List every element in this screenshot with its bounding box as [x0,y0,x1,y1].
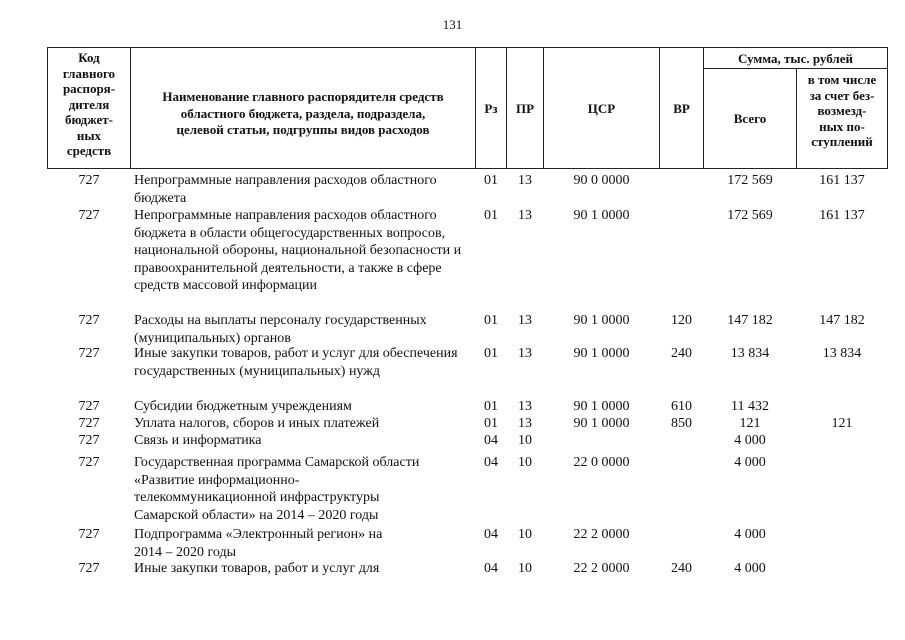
row-name: Уплата налогов, сборов и иных платежей [134,416,380,431]
row-name: Непрограммные направления расходов областного бюджета [134,173,437,206]
row-code: 727 [78,455,100,470]
row-name: Иные закупки товаров, работ и услуг для [134,561,380,576]
row-rz: 01 [484,416,498,431]
row-code: 727 [78,561,100,576]
row-rz: 01 [484,346,498,361]
header-sum-group-label: Сумма, тыс. рублей [738,51,853,66]
row-csr: 22 2 0000 [573,561,630,576]
row-code: 727 [78,346,100,361]
row-incl: 13 834 [822,346,862,361]
row-vr: 240 [671,561,692,576]
row-vr: 240 [671,346,692,361]
row-rz: 04 [484,527,498,542]
row-pr: 10 [518,527,532,542]
row-incl: 147 182 [819,313,865,328]
row-rz: 01 [484,399,498,414]
page-number: 131 [442,17,463,32]
row-name: Связь и информатика [134,433,262,448]
row-csr: 22 2 0000 [573,527,630,542]
row-vr: 610 [671,399,692,414]
row-code: 727 [78,173,100,188]
row-incl: 121 [831,416,853,431]
row-name: Субсидии бюджетным учреждениям [134,399,352,414]
row-name: Непрограммные направления расходов областного бюджета в области общегосударственных вопросов, национальной обороны, национальной безопасности и правоохранительной деятельности, а также в сфере средств массовой информации [134,208,462,293]
row-incl: 161 137 [819,173,865,188]
row-total: 4 000 [734,455,766,470]
header-rz-label: Рз [484,101,498,116]
row-name: Государственная программа Самарской области «Развитие информационно-телекоммуникационной инфраструктуры Самарской области» на 2014 – 2020 годы [134,455,420,523]
row-code: 727 [78,433,100,448]
header-csr-label: ЦСР [587,101,616,116]
header-code-label: Код главного распоря- дителя бюджет- ных средств [62,50,116,158]
row-rz: 04 [484,455,498,470]
row-code: 727 [78,399,100,414]
row-name: Подпрограмма «Электронный регион» на 2014 – 2020 годы [134,527,383,560]
row-vr: 850 [671,416,692,431]
row-total: 11 432 [731,399,769,414]
row-rz: 04 [484,433,498,448]
row-pr: 10 [518,561,532,576]
row-total: 13 834 [730,346,770,361]
row-csr: 90 1 0000 [573,346,630,361]
row-csr: 22 0 0000 [573,455,630,470]
row-total: 172 569 [727,208,773,223]
row-rz: 01 [484,208,498,223]
row-csr: 90 0 0000 [573,173,630,188]
row-rz: 04 [484,561,498,576]
row-name: Расходы на выплаты персоналу государственных (муниципальных) органов [134,313,427,346]
row-total: 172 569 [727,173,773,188]
row-pr: 13 [518,399,532,414]
row-code: 727 [78,416,100,431]
row-csr: 90 1 0000 [573,416,630,431]
row-pr: 13 [518,346,532,361]
header-incl-label: в том числе за счет без- возмезд- ных по- ступлений [807,72,877,149]
row-name: Иные закупки товаров, работ и услуг для обеспечения государственных (муниципальных) нужд [134,346,458,379]
row-pr: 13 [518,208,532,223]
row-vr: 120 [671,313,692,328]
header-pr-label: ПР [515,101,535,116]
row-total: 121 [739,416,761,431]
row-csr: 90 1 0000 [573,399,630,414]
row-code: 727 [78,208,100,223]
row-total: 147 182 [727,313,773,328]
row-pr: 13 [518,173,532,188]
row-csr: 90 1 0000 [573,313,630,328]
header-vr-label: ВР [673,101,690,116]
row-pr: 13 [518,416,532,431]
row-total: 4 000 [734,561,766,576]
header-total-label: Всего [733,111,767,126]
row-total: 4 000 [734,433,766,448]
row-pr: 13 [518,313,532,328]
row-incl: 161 137 [819,208,865,223]
header-name-label: Наименование главного распорядителя средств областного бюджета, раздела, подраздела, целевой статьи, подгруппы видов расходов [162,89,444,137]
row-total: 4 000 [734,527,766,542]
row-csr: 90 1 0000 [573,208,630,223]
row-pr: 10 [518,433,532,448]
row-rz: 01 [484,173,498,188]
row-rz: 01 [484,313,498,328]
row-code: 727 [78,313,100,328]
row-pr: 10 [518,455,532,470]
row-code: 727 [78,527,100,542]
